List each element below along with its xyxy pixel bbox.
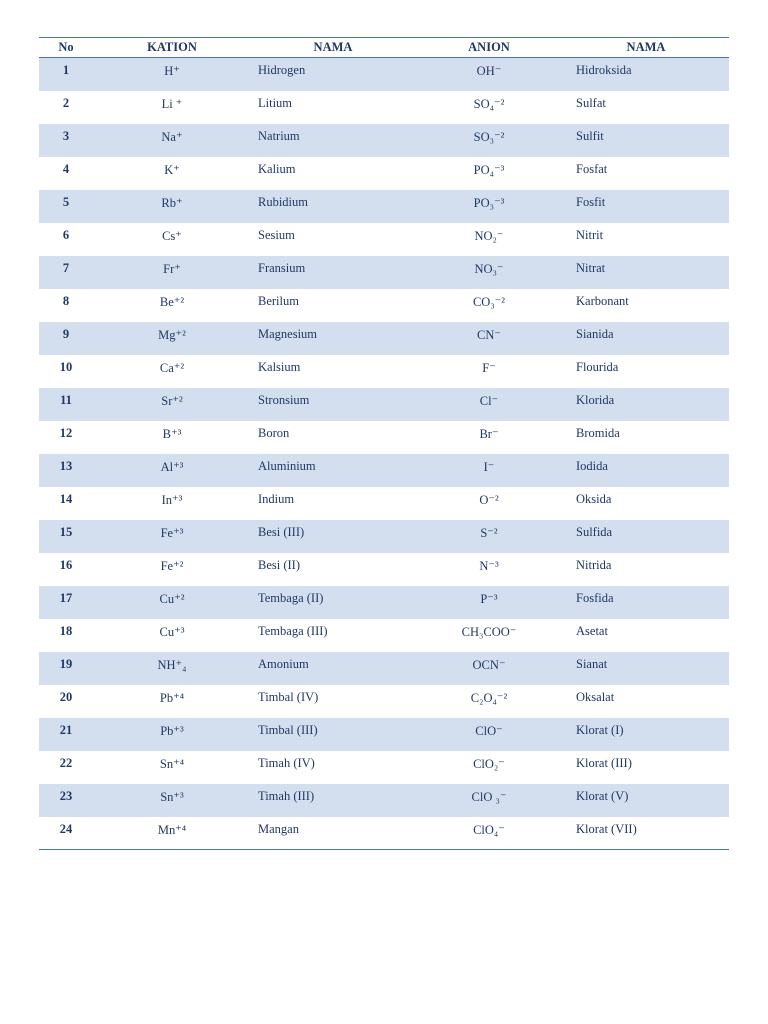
header-kation: KATION <box>93 38 251 58</box>
ion-name-table <box>39 37 729 850</box>
cell-no: 4 <box>62 161 70 176</box>
cell-anion: S⁻² <box>415 520 563 553</box>
cell-anion: Br⁻ <box>479 426 499 441</box>
cell-anion: ClO₂⁻ <box>473 756 505 771</box>
cell-anion: C₂O₄⁻² <box>470 690 508 705</box>
cell-anion: ClO ₃⁻ <box>415 784 563 817</box>
cell-nama-anion: Fosfit <box>563 190 729 223</box>
cell-anion: Cl⁻ <box>415 388 563 421</box>
table-row <box>39 289 729 322</box>
cell-nama-anion: Klorida <box>563 388 729 421</box>
cell-nama-kation: Kalium <box>258 161 296 176</box>
header-nama-kation: NAMA <box>251 38 415 58</box>
cell-nama-kation: Berilum <box>258 293 299 308</box>
cell-nama-anion: Sulfat <box>576 95 606 110</box>
table-row <box>39 91 729 124</box>
cell-nama-kation: Sesium <box>258 227 295 242</box>
cell-anion: SO₃⁻² <box>415 124 563 157</box>
cell-no: 3 <box>39 124 93 157</box>
cell-nama-kation: Tembaga (II) <box>251 586 415 619</box>
cell-nama-anion: Klorat (III) <box>576 755 632 770</box>
table-row <box>39 421 729 454</box>
table-row <box>39 256 729 289</box>
cell-kation: Sn⁺³ <box>93 784 251 817</box>
cell-no: 14 <box>59 491 73 506</box>
cell-nama-kation: Mangan <box>258 821 299 836</box>
table-row <box>39 586 729 619</box>
cell-anion: F⁻ <box>482 360 496 375</box>
cell-nama-kation: Boron <box>258 425 290 440</box>
cell-kation: Cu⁺² <box>93 586 251 619</box>
cell-anion: NO₃⁻ <box>415 256 563 289</box>
cell-nama-anion: Bromida <box>576 425 620 440</box>
cell-kation: Cs⁺ <box>162 228 182 243</box>
cell-nama-kation: Fransium <box>251 256 415 289</box>
cell-nama-kation: Besi (II) <box>258 557 300 572</box>
cell-nama-kation: Rubidium <box>251 190 415 223</box>
table-row <box>39 322 729 355</box>
cell-kation: Mn⁺⁴ <box>157 822 187 837</box>
header-row <box>39 38 729 58</box>
cell-nama-anion: Fosfida <box>563 586 729 619</box>
cell-anion: PO₄⁻³ <box>473 162 505 177</box>
cell-nama-anion: Hidroksida <box>563 58 729 91</box>
cell-anion: ClO₄⁻ <box>473 822 505 837</box>
header-anion: ANION <box>415 38 563 58</box>
table-row <box>39 454 729 487</box>
cell-no: 12 <box>59 425 73 440</box>
cell-no: 16 <box>59 557 73 572</box>
cell-nama-anion: Oksalat <box>576 689 615 704</box>
cell-anion: O⁻² <box>479 492 499 507</box>
cell-anion: CO₃⁻² <box>472 294 506 309</box>
cell-no: 21 <box>39 718 93 751</box>
table-row <box>39 388 729 421</box>
cell-nama-kation: Aluminium <box>251 454 415 487</box>
cell-no: 5 <box>39 190 93 223</box>
cell-anion: SO₄⁻² <box>473 96 505 111</box>
cell-kation: Fe⁺² <box>160 558 184 573</box>
cell-kation: Na⁺ <box>93 124 251 157</box>
cell-nama-anion: Flourida <box>576 359 619 374</box>
cell-anion: N⁻³ <box>479 558 499 573</box>
cell-nama-kation: Timbal (IV) <box>258 689 319 704</box>
table-row <box>39 223 729 256</box>
cell-nama-kation: Hidrogen <box>251 58 415 91</box>
table-row <box>39 553 729 586</box>
cell-anion: CH₃COO⁻ <box>461 624 517 639</box>
table-row <box>39 124 729 157</box>
table-row <box>39 751 729 784</box>
table-row <box>39 520 729 553</box>
cell-no: 17 <box>39 586 93 619</box>
cell-kation: B⁺³ <box>162 426 182 441</box>
cell-nama-kation: Timbal (III) <box>251 718 415 751</box>
cell-kation: Cu⁺³ <box>159 624 185 639</box>
header-nama-anion: NAMA <box>563 38 729 58</box>
table-row <box>39 652 729 685</box>
cell-kation: Pb⁺⁴ <box>159 690 185 705</box>
cell-nama-kation: Tembaga (III) <box>258 623 328 638</box>
cell-kation: Fr⁺ <box>93 256 251 289</box>
cell-nama-anion: Klorat (VII) <box>576 821 637 836</box>
cell-nama-anion: Fosfat <box>576 161 608 176</box>
cell-kation: In⁺³ <box>161 492 183 507</box>
table-row <box>39 718 729 751</box>
cell-no: 6 <box>62 227 70 242</box>
cell-anion: NO₂⁻ <box>474 228 504 243</box>
cell-nama-kation: Timah (III) <box>251 784 415 817</box>
cell-nama-anion: Klorat (V) <box>563 784 729 817</box>
table-row <box>39 355 729 388</box>
cell-kation: Be⁺² <box>159 294 185 309</box>
cell-nama-anion: Sulfit <box>563 124 729 157</box>
cell-kation: Al⁺³ <box>93 454 251 487</box>
cell-nama-anion: Asetat <box>576 623 608 638</box>
cell-nama-kation: Litium <box>258 95 293 110</box>
cell-kation: Li ⁺ <box>161 96 183 111</box>
cell-no: 7 <box>39 256 93 289</box>
cell-nama-anion: Iodida <box>563 454 729 487</box>
cell-nama-kation: Amonium <box>251 652 415 685</box>
header-no: No <box>39 38 93 58</box>
cell-kation: Ca⁺² <box>159 360 185 375</box>
cell-nama-anion: Oksida <box>576 491 612 506</box>
cell-kation: K⁺ <box>164 162 180 177</box>
cell-anion: P⁻³ <box>415 586 563 619</box>
cell-kation: Pb⁺³ <box>93 718 251 751</box>
cell-anion: OH⁻ <box>415 58 563 91</box>
cell-anion: PO₃⁻³ <box>415 190 563 223</box>
cell-kation: Rb⁺ <box>93 190 251 223</box>
cell-kation: NH⁺₄ <box>93 652 251 685</box>
table-row <box>39 157 729 190</box>
cell-no: 10 <box>59 359 73 374</box>
cell-kation: H⁺ <box>93 58 251 91</box>
cell-no: 9 <box>39 322 93 355</box>
cell-no: 18 <box>59 623 73 638</box>
cell-no: 20 <box>59 689 73 704</box>
table-row <box>39 190 729 223</box>
table-row <box>39 619 729 652</box>
cell-no: 11 <box>39 388 93 421</box>
table-header <box>39 38 729 58</box>
cell-nama-kation: Natrium <box>251 124 415 157</box>
cell-kation: Fe⁺³ <box>93 520 251 553</box>
cell-nama-anion: Nitrida <box>576 557 612 572</box>
table-row <box>39 58 729 91</box>
cell-kation: Sr⁺² <box>93 388 251 421</box>
table-body <box>39 58 729 850</box>
cell-nama-anion: Karbonant <box>576 293 629 308</box>
cell-no: 19 <box>39 652 93 685</box>
cell-no: 23 <box>39 784 93 817</box>
cell-anion: ClO⁻ <box>415 718 563 751</box>
cell-no: 8 <box>62 293 70 308</box>
cell-nama-anion: Sianida <box>563 322 729 355</box>
cell-kation: Mg⁺² <box>93 322 251 355</box>
cell-nama-kation: Indium <box>258 491 295 506</box>
cell-nama-kation: Besi (III) <box>251 520 415 553</box>
cell-nama-kation: Timah (IV) <box>258 755 315 770</box>
cell-no: 15 <box>39 520 93 553</box>
table-row <box>39 487 729 520</box>
table-row <box>39 784 729 817</box>
cell-nama-anion: Klorat (I) <box>563 718 729 751</box>
cell-nama-anion: Sianat <box>563 652 729 685</box>
cell-anion: CN⁻ <box>415 322 563 355</box>
cell-anion: OCN⁻ <box>415 652 563 685</box>
cell-no: 1 <box>39 58 93 91</box>
cell-no: 2 <box>62 95 70 110</box>
cell-nama-kation: Magnesium <box>251 322 415 355</box>
cell-no: 13 <box>39 454 93 487</box>
cell-no: 22 <box>59 755 73 770</box>
table-row <box>39 685 729 718</box>
cell-nama-kation: Kalsium <box>258 359 301 374</box>
cell-anion: I⁻ <box>415 454 563 487</box>
cell-nama-anion: Sulfida <box>563 520 729 553</box>
cell-nama-anion: Nitrit <box>576 227 604 242</box>
table-row <box>39 817 729 850</box>
cell-nama-kation: Stronsium <box>251 388 415 421</box>
cell-no: 24 <box>59 821 73 836</box>
cell-kation: Sn⁺⁴ <box>159 756 185 771</box>
cell-nama-anion: Nitrat <box>563 256 729 289</box>
